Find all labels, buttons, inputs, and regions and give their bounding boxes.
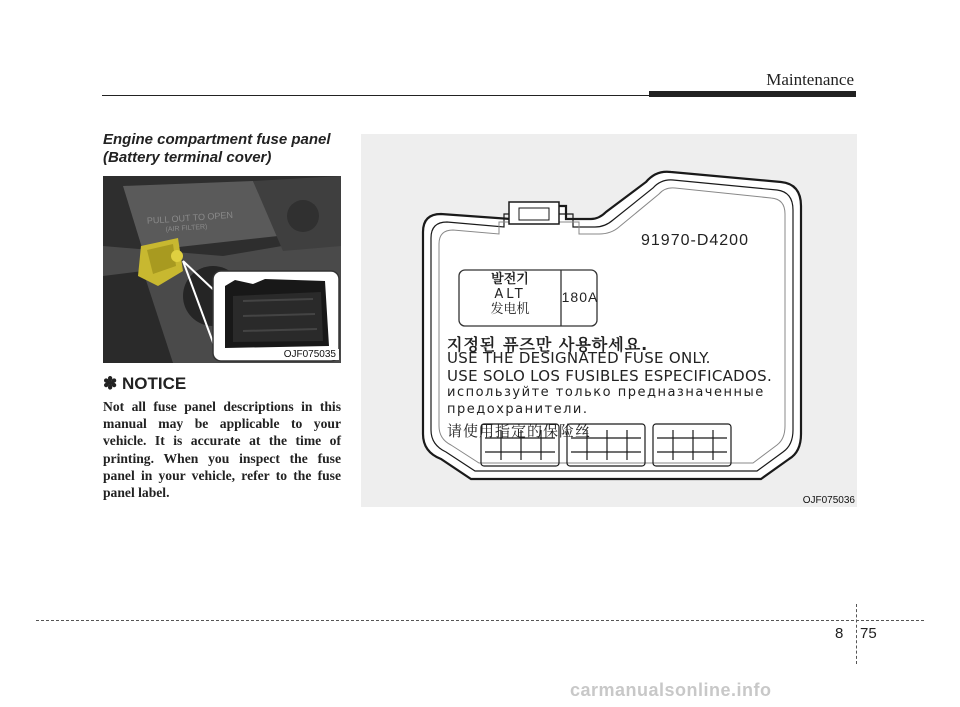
section-title [103, 131, 363, 167]
running-header: Maintenance [766, 70, 854, 89]
warning-english: USE THE DESIGNATED FUSE ONLY. [447, 349, 711, 367]
warning-chinese: 请使用指定的保险丝 [447, 422, 592, 440]
fuse-rating: 180A [561, 289, 599, 305]
fuse-name-chinese: 发电机 [490, 302, 530, 317]
notice-title: ✽ NOTICE [103, 374, 187, 393]
warning-russian-line2: предохранители. [447, 402, 589, 417]
warning-russian-line1: используйте только предназначенные [447, 385, 765, 400]
fuse-cover-outline [361, 134, 857, 507]
fuse-name-english: ALT [494, 287, 526, 302]
footer-rule [36, 620, 924, 621]
footer-divider [856, 604, 857, 664]
header-bar [649, 91, 856, 97]
part-number: 91970-D4200 [641, 232, 749, 249]
engine-compartment-illustration [103, 176, 341, 363]
chapter-number: 8 [835, 625, 844, 642]
section-title-line1: Engine compartment fuse panel [103, 131, 331, 148]
warning-korean: 지정된 퓨즈만 사용하세요. [447, 335, 649, 354]
fuse-panel-label-figure [361, 134, 857, 507]
label-code: OJF075036 [802, 495, 855, 506]
sticker-text-2: (AIR FILTER) [165, 223, 208, 234]
warning-spanish: USE SOLO LOS FUSIBLES ESPECIFICADOS. [447, 367, 773, 385]
section-title-line2: (Battery terminal cover) [103, 149, 272, 166]
photo-code: OJF075035 [281, 349, 339, 360]
watermark: carmanualsonline.info [570, 680, 772, 700]
page-number: 75 [860, 625, 877, 642]
sticker-text-1: PULL OUT TO OPEN [146, 209, 234, 226]
engine-compartment-photo [103, 176, 341, 363]
fuse-name-korean: 발전기 [491, 272, 529, 287]
fuse-name-cell [459, 272, 561, 317]
notice-body: Not all fuse panel descriptions in this manual may be applicable to your vehicle. It is accurate at the time of printing. When you inspect the fuse panel in your vehicle, refer to the fuse panel label. [103, 399, 341, 501]
header-rule [102, 95, 650, 96]
